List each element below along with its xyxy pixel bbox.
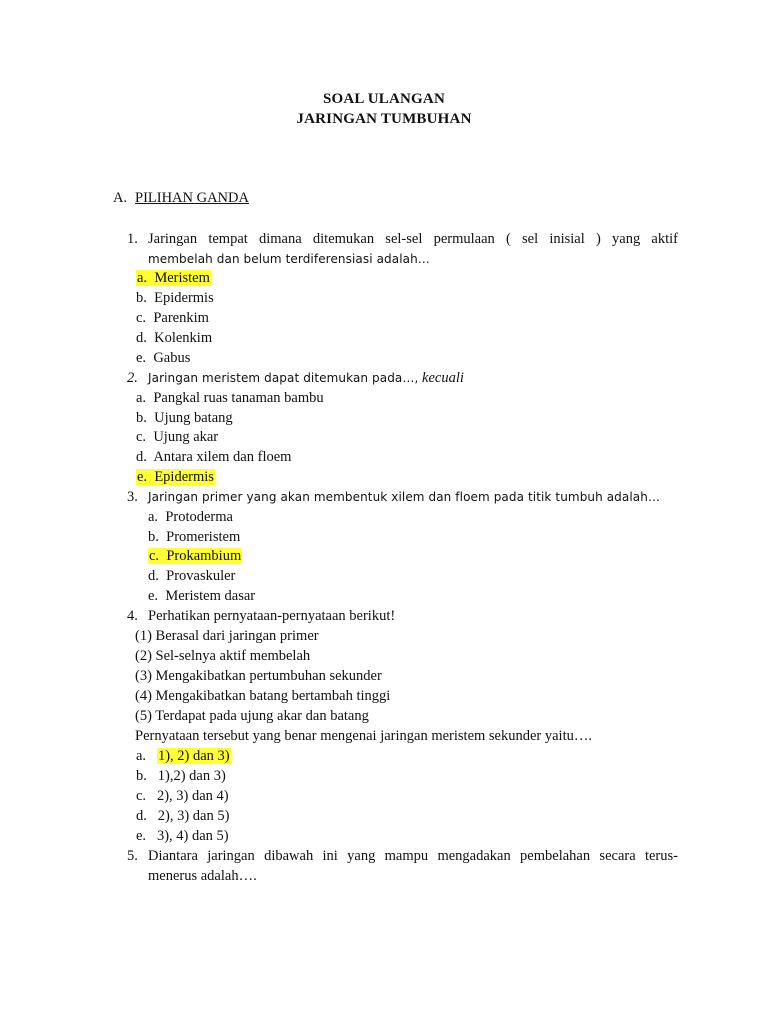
- document-subtitle: JARINGAN TUMBUHAN: [296, 111, 472, 127]
- question-4-option-d: d. 2), 3) dan 5): [136, 808, 230, 824]
- answer-highlight: a. Meristem: [137, 270, 210, 286]
- question-2-number: 2.: [127, 370, 138, 386]
- statement-4: (4) Mengakibatkan batang bertambah tinggi: [135, 688, 391, 704]
- question-5-number: 5.: [127, 848, 138, 864]
- question-1-option-a: [136, 268, 211, 288]
- question-4-option-b: b. 1),2) dan 3): [136, 768, 226, 784]
- section-label: PILIHAN GANDA: [135, 190, 249, 206]
- question-1-option-c: c. Parenkim: [136, 310, 209, 326]
- question-3-option-c: [148, 546, 242, 566]
- question-2-option-d: d. Antara xilem dan floem: [136, 449, 292, 465]
- question-4-prompt: Pernyataan tersebut yang benar mengenai jaringan meristem sekunder yaitu….: [135, 728, 592, 744]
- question-1-option-d: d. Kolenkim: [136, 330, 213, 346]
- question-3-number: 3.: [127, 489, 138, 505]
- question-5-text-line1: Diantara jaringan dibawah ini yang mampu mengadakan pembelahan secara terus-: [148, 848, 678, 864]
- question-3-option-e: e. Meristem dasar: [148, 588, 256, 604]
- question-1-option-e: e. Gabus: [136, 350, 191, 366]
- question-3-option-b: b. Promeristem: [148, 529, 241, 545]
- question-5-text-line2: menerus adalah….: [148, 868, 257, 884]
- question-2-option-e: [136, 467, 215, 487]
- answer-highlight: 1), 2) dan 3): [157, 748, 230, 764]
- question-2-option-a: a. Pangkal ruas tanaman bambu: [136, 390, 324, 406]
- question-1-number: 1.: [127, 231, 138, 247]
- question-3-option-a: a. Protoderma: [148, 509, 233, 525]
- question-1-option-b: b. Epidermis: [136, 290, 214, 306]
- question-3-text: Jaringan primer yang akan membentuk xilem dan floem pada titik tumbuh adalah…: [148, 490, 661, 504]
- answer-highlight: c. Prokambium: [149, 548, 242, 564]
- statement-2: (2) Sel-selnya aktif membelah: [135, 648, 311, 664]
- question-4-option-a: a. 1), 2) dan 3): [136, 748, 230, 764]
- question-4-option-c: c. 2), 3) dan 4): [136, 788, 229, 804]
- question-4-text: Perhatikan pernyataan-pernyataan berikut!: [148, 608, 396, 624]
- section-marker: A.: [113, 190, 128, 206]
- question-3-option-d: d. Provaskuler: [148, 568, 236, 584]
- statement-3: (3) Mengakibatkan pertumbuhan sekunder: [135, 668, 382, 684]
- question-1-text-line2: membelah dan belum terdiferensiasi adalah…: [148, 252, 430, 266]
- document-title: SOAL ULANGAN: [322, 91, 445, 107]
- question-4-option-e: e. 3), 4) dan 5): [136, 828, 229, 844]
- question-4-number: 4.: [127, 608, 138, 624]
- statement-5: (5) Terdapat pada ujung akar dan batang: [135, 708, 369, 724]
- answer-highlight: e. Epidermis: [137, 469, 214, 485]
- question-1-text-line1: Jaringan tempat dimana ditemukan sel-sel permulaan ( sel inisial ) yang aktif: [148, 231, 678, 247]
- question-2-option-c: c. Ujung akar: [136, 429, 219, 445]
- question-2-option-b: b. Ujung batang: [136, 410, 233, 426]
- question-2-text: Jaringan meristem dapat ditemukan pada…, kecuali: [148, 370, 464, 386]
- statement-1: (1) Berasal dari jaringan primer: [135, 628, 319, 644]
